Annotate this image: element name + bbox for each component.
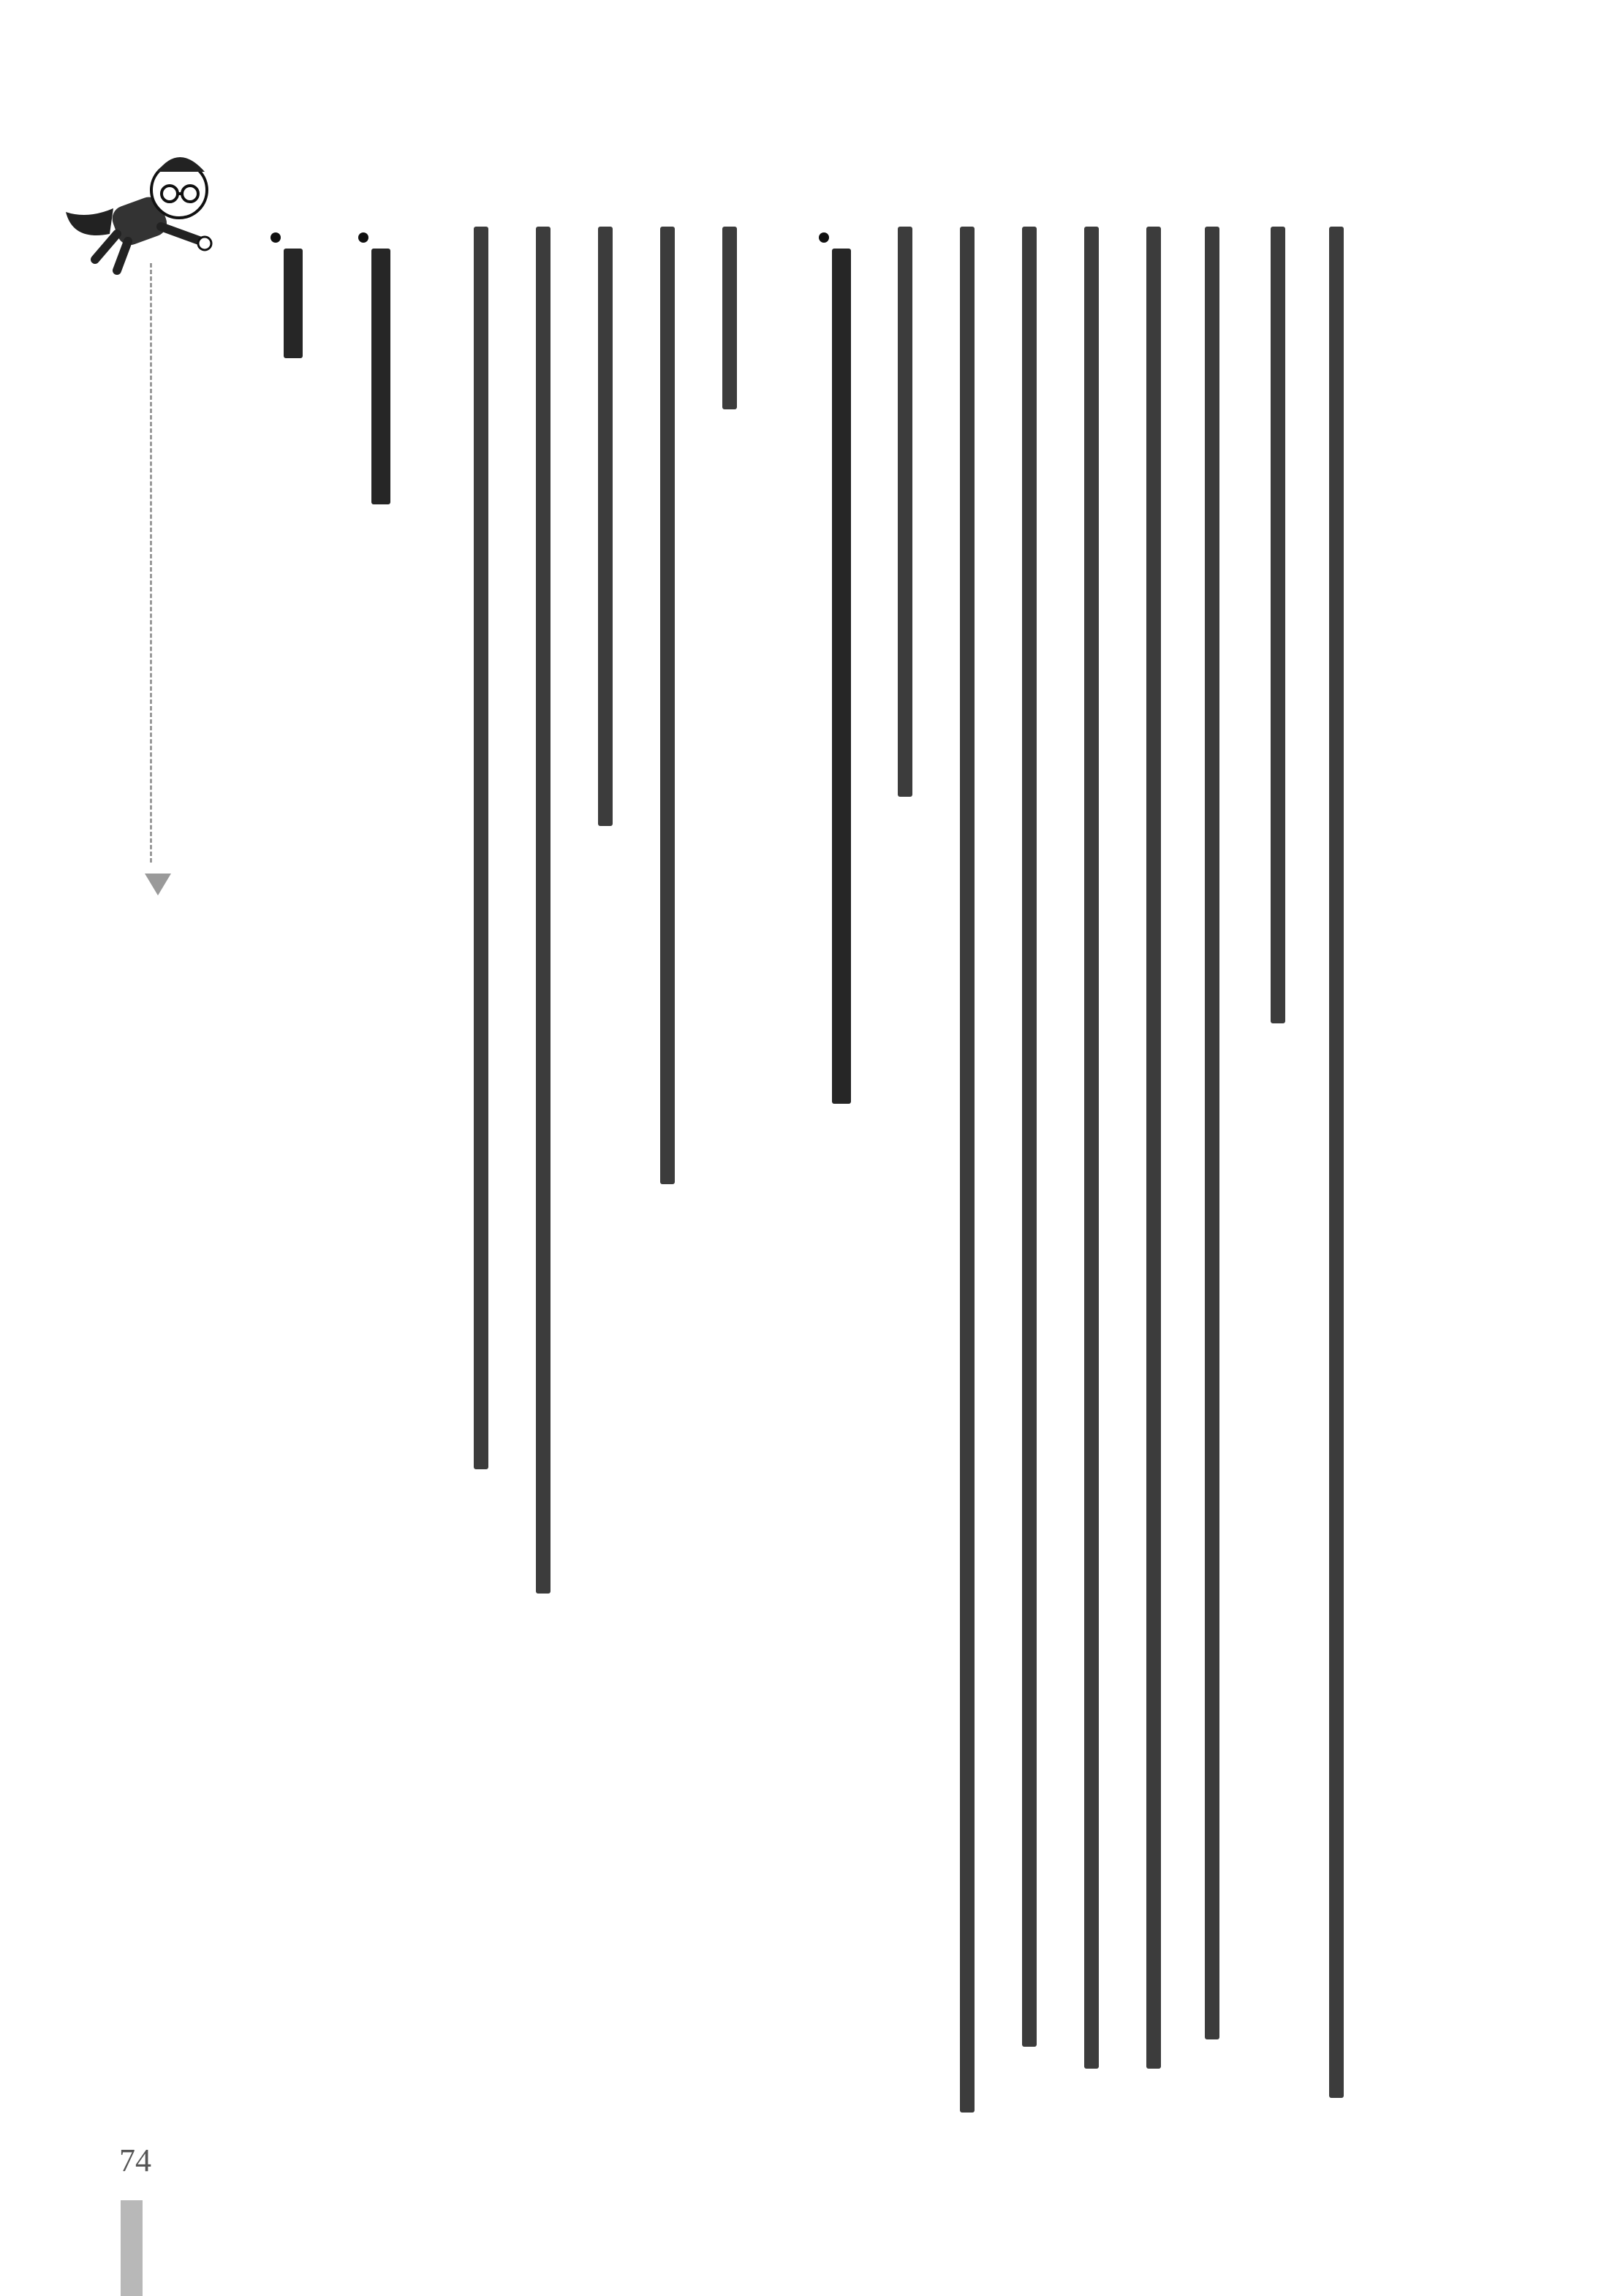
bullet-icon — [270, 232, 281, 243]
running-head — [102, 263, 139, 863]
script-line — [960, 227, 975, 2113]
script-line — [1271, 227, 1285, 1023]
script-line — [536, 227, 551, 1594]
script-line — [1146, 227, 1161, 2069]
script-line — [284, 249, 303, 358]
script-line — [660, 227, 675, 1184]
bullet-icon — [358, 232, 368, 243]
text-column — [1009, 227, 1053, 2047]
text-column — [1071, 227, 1115, 2069]
script-line — [1205, 227, 1219, 2039]
script-line — [832, 249, 851, 1104]
script-line — [1084, 227, 1099, 2069]
bullet-icon — [819, 232, 829, 243]
script-line — [1329, 227, 1344, 2098]
script-line — [898, 227, 912, 797]
text-body — [241, 227, 1338, 2156]
text-column — [947, 227, 991, 2113]
text-column — [585, 227, 629, 826]
header-dashed-rule — [150, 263, 152, 863]
section-heading — [270, 227, 314, 358]
script-line — [1022, 227, 1037, 2047]
text-column — [647, 227, 691, 1184]
text-column — [461, 227, 504, 1469]
text-column — [709, 227, 753, 409]
text-column — [1316, 227, 1360, 2098]
text-column — [523, 227, 567, 1594]
section-heading — [358, 227, 402, 504]
script-line — [371, 249, 390, 504]
page-number: 74 — [119, 2142, 151, 2178]
script-line — [722, 227, 737, 409]
section-heading — [819, 227, 863, 1104]
script-line — [474, 227, 488, 1469]
text-column — [1192, 227, 1236, 2039]
flying-mascot-icon — [58, 132, 227, 285]
text-column — [1133, 227, 1177, 2069]
text-column — [1257, 227, 1301, 1023]
script-line — [598, 227, 613, 826]
text-column — [885, 227, 928, 797]
page-edge-bar — [121, 2200, 143, 2296]
header-arrow-icon — [145, 874, 171, 895]
